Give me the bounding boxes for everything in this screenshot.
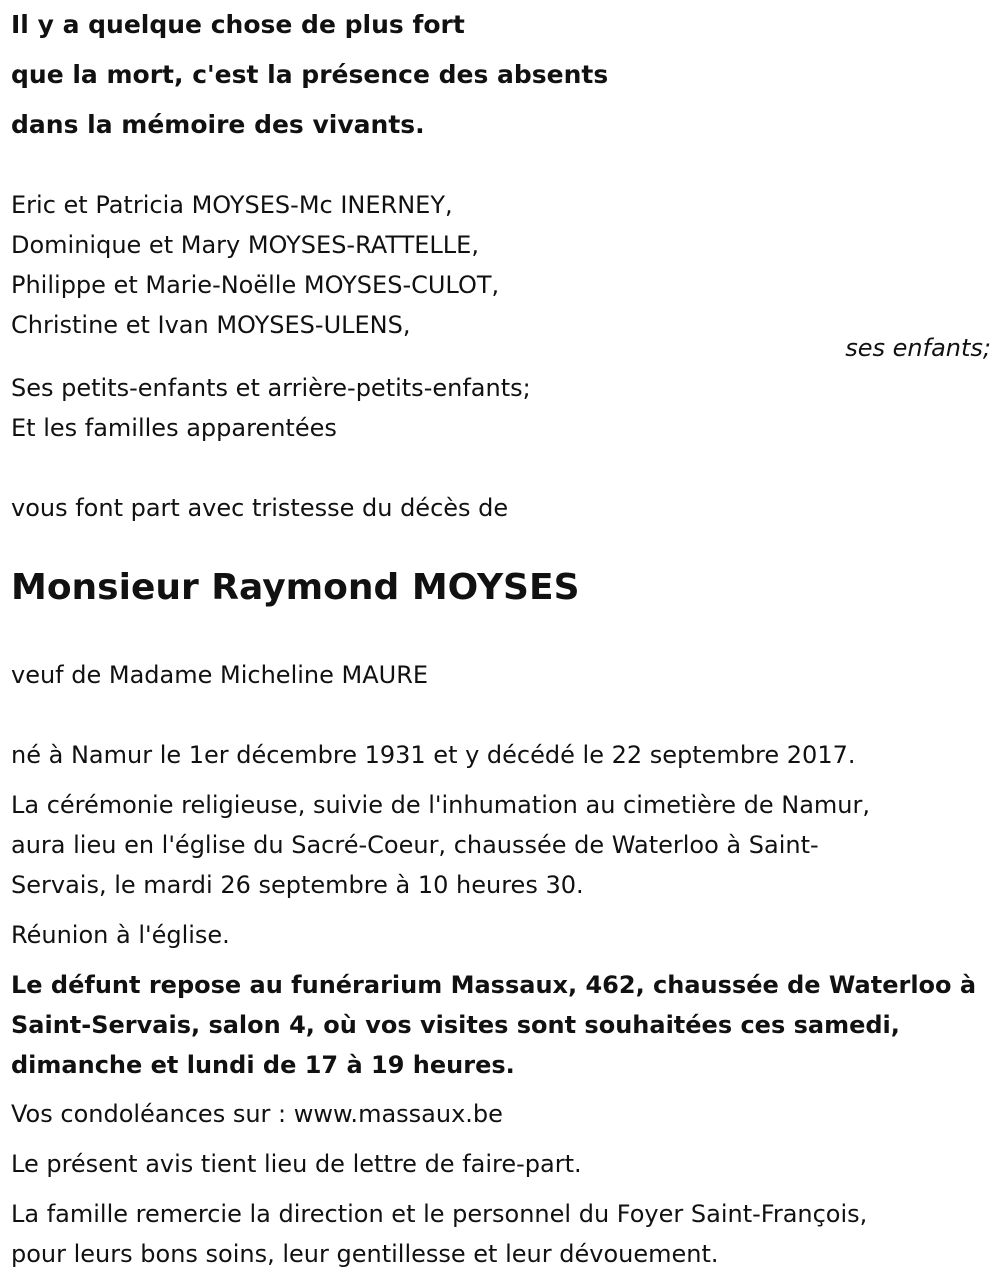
- grandchildren-line: Ses petits-enfants et arrière-petits-enfants;: [11, 374, 531, 402]
- widower-line: veuf de Madame Micheline MAURE: [11, 661, 429, 689]
- deceased-name: Monsieur Raymond MOYSES: [11, 567, 580, 608]
- quote-line-2: que la mort, c'est la présence des absents: [11, 60, 609, 89]
- funeral-home-line-2: Saint-Servais, salon 4, où vos visites sont souhaitées ces samedi,: [11, 1011, 900, 1039]
- relatives-line: Et les familles apparentées: [11, 414, 337, 442]
- thanks-line-2: pour leurs bons soins, leur gentillesse et leur dévouement.: [11, 1240, 719, 1268]
- birth-death-line: né à Namur le 1er décembre 1931 et y décédé le 22 septembre 2017.: [11, 741, 856, 769]
- meeting-line: Réunion à l'église.: [11, 921, 230, 949]
- child-line-4: Christine et Ivan MOYSES-ULENS,: [11, 311, 411, 339]
- condolences-line: Vos condoléances sur : www.massaux.be: [11, 1100, 503, 1128]
- ceremony-line-2: aura lieu en l'église du Sacré-Coeur, chaussée de Waterloo à Saint-: [11, 831, 819, 859]
- announcement-line: vous font part avec tristesse du décès de: [11, 494, 509, 522]
- quote-line-3: dans la mémoire des vivants.: [11, 110, 425, 139]
- quote-line-1: Il y a quelque chose de plus fort: [11, 10, 465, 39]
- notice-line: Le présent avis tient lieu de lettre de faire-part.: [11, 1150, 582, 1178]
- thanks-line-1: La famille remercie la direction et le personnel du Foyer Saint-François,: [11, 1200, 868, 1228]
- child-line-2: Dominique et Mary MOYSES-RATTELLE,: [11, 231, 479, 259]
- child-line-3: Philippe et Marie-Noëlle MOYSES-CULOT,: [11, 271, 500, 299]
- child-line-1: Eric et Patricia MOYSES-Mc INERNEY,: [11, 191, 453, 219]
- ceremony-line-1: La cérémonie religieuse, suivie de l'inhumation au cimetière de Namur,: [11, 791, 870, 819]
- children-label: ses enfants;: [845, 334, 991, 362]
- ceremony-line-3: Servais, le mardi 26 septembre à 10 heures 30.: [11, 871, 584, 899]
- funeral-home-line-3: dimanche et lundi de 17 à 19 heures.: [11, 1051, 515, 1079]
- funeral-home-line-1: Le défunt repose au funérarium Massaux, 462, chaussée de Waterloo à: [11, 971, 977, 999]
